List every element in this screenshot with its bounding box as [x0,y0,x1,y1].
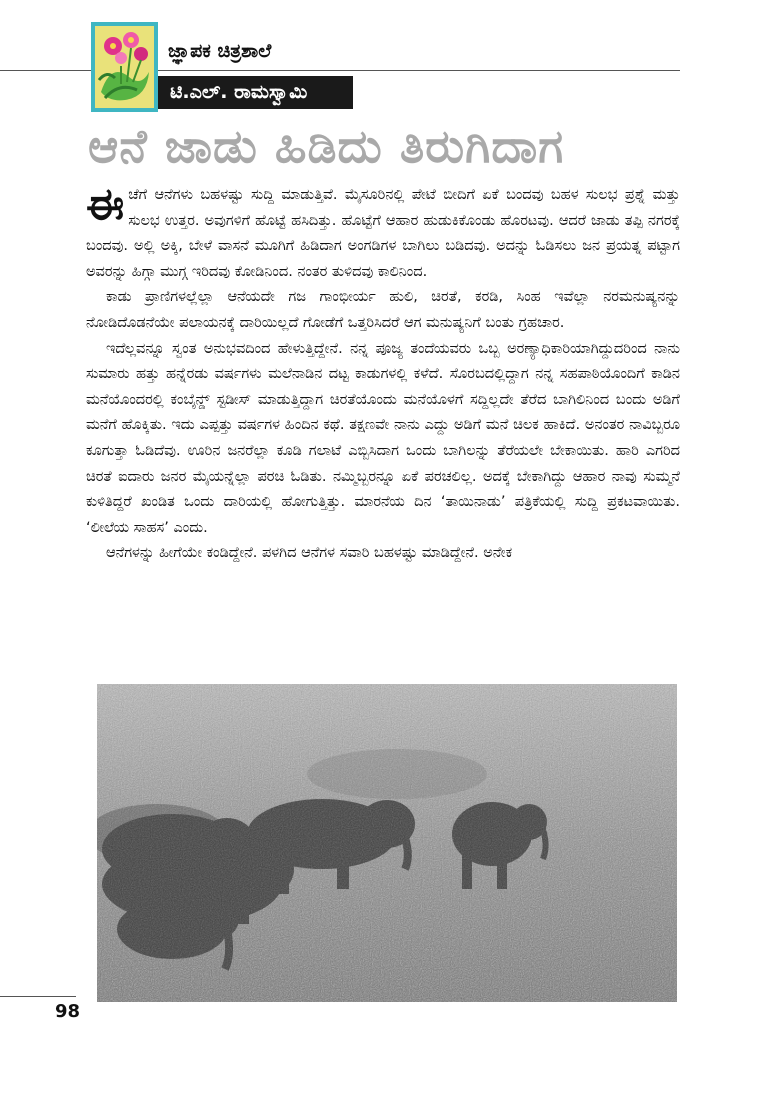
page-number: 98 [55,1001,81,1022]
paragraph-4: ಆನೆಗಳನ್ನು ಹೀಗೆಯೇ ಕಂಡಿದ್ದೇನೆ. ಪಳಗಿದ ಆನೆಗಳ ಸವಾರಿ ಬಹಳಷ್ಟು ಮಾಡಿದ್ದೇನೆ. ಅನೇಕ [106,545,513,562]
article-body [86,179,680,567]
column-title: ಜ್ಞಾಪಕ ಚಿತ್ರಶಾಲೆ [168,40,272,62]
paragraph-1-text: ಚೆಗೆ ಆನೆಗಳು ಬಹಳಷ್ಟು ಸುದ್ದಿ ಮಾಡುತ್ತಿವೆ. ಮೈಸೂರಿನಲ್ಲಿ ಪೇಟೆ ಬೀದಿಗೆ ಏಕೆ ಬಂದವು ಬಹಳ ಸುಲಭ ಪ್ರಶ್ನೆ ಮತ್ತು ಸುಲಭ ಉತ್ತರ. ಅವುಗಳಿಗೆ ಹೊಟ್ಟೆ ಹಸಿದಿತ್ತು. ಹೊಟ್ಟೆಗೆ ಆಹಾರ ಹುಡುಕಿಕೊಂಡು ಹೊರಟವು. ಆದರೆ ಜಾಡು ತಪ್ಪಿ ನಗರಕ್ಕೆ ಬಂದವು. ಅಲ್ಲಿ ಅಕ್ಕಿ, ಬೇಳೆ ವಾಸನೆ ಮೂಗಿಗೆ ಹಿಡಿದಾಗ ಅಂಗಡಿಗಳ ಬಾಗಿಲು ಬಡಿದವು. ಅದನ್ನು ಓಡಿಸಲು ಜನ ಪ್ರಯತ್ನ ಪಟ್ಟಾಗ ಅವರನ್ನು ಹಿಗ್ಗಾ ಮುಗ್ಗ ಇರಿದವು ಕೋಡಿನಿಂದ. ನಂತರ ತುಳಿದವು ಕಾಲಿನಿಂದ. [86,187,680,280]
footer-rule [0,996,76,997]
author-name: ಟಿ.ಎಲ್. ರಾಮಸ್ವಾಮಿ [158,76,353,109]
article-headline: ಆನೆ ಜಾಡು ಹಿಡಿದು ತಿರುಗಿದಾಗ [88,119,565,173]
paragraph-1 [86,179,680,285]
flower-bouquet-icon [91,22,158,112]
elephant-herd-photo [97,684,677,1002]
paragraph-2: ಕಾಡು ಪ್ರಾಣಿಗಳಲ್ಲೆಲ್ಲಾ ಆನೆಯದೇ ಗಜ ಗಾಂಭೀರ್ಯ ಹುಲಿ, ಚಿರತೆ, ಕರಡಿ, ಸಿಂಹ ಇವೆಲ್ಲಾ ನರಮನುಷ್ಯನನ್ನು ನೋಡಿದೊಡನೆಯೇ ಪಲಾಯನಕ್ಕೆ ದಾರಿಯಿಲ್ಲದೆ ಗೋಡೆಗೆ ಒತ್ತರಿಸಿದರೆ ಆಗ ಮನುಷ್ಯನಿಗೆ ಬಂತು ಗ್ರಹಚಾರ. [86,289,680,331]
drop-cap: ಈ [86,179,125,230]
paragraph-3: ಇದೆಲ್ಲವನ್ನೂ ಸ್ವಂತ ಅನುಭವದಿಂದ ಹೇಳುತ್ತಿದ್ದೇನೆ. ನನ್ನ ಪೂಜ್ಯ ತಂದೆಯವರು ಒಬ್ಬ ಅರಣ್ಯಾಧಿಕಾರಿಯಾಗಿದ್ದುದರಿಂದ ನಾನು ಸುಮಾರು ಹತ್ತು ಹನ್ನೆರಡು ವರ್ಷಗಳು ಮಲೆನಾಡಿನ ದಟ್ಟ ಕಾಡುಗಳಲ್ಲಿ ಕಳೆದೆ. ಸೊರಬದಲ್ಲಿದ್ದಾಗ ನನ್ನ ಸಹಪಾಠಿಯೊಂದಿಗೆ ಕಾಡಿನ ಮನೆಯೊಂದರಲ್ಲಿ ಕಂಬೈನ್ಡ್ ಸ್ಟಡೀಸ್ ಮಾಡುತ್ತಿದ್ದಾಗ ಚಿರತೆಯೊಂದು ಮನೆಯೊಳಗೆ ಸದ್ದಿಲ್ಲದೇ ತೆರೆದ ಬಾಗಿಲಿನಿಂದ ಬಂದು ಅಡಿಗೆ ಮನೆಗೆ ಹೊಕ್ಕಿತು. ಇದು ಎಪ್ಪತ್ತು ವರ್ಷಗಳ ಹಿಂದಿನ ಕಥೆ. ತಕ್ಷಣವೇ ನಾನು ಎದ್ದು ಅಡಿಗೆ ಮನೆ ಚಿಲಕ ಹಾಕಿದೆ. ಅನಂತರ ನಾವಿಬ್ಬರೂ ಕೂಗುತ್ತಾ ಓಡಿದೆವು. ಊರಿನ ಜನರೆಲ್ಲಾ ಕೂಡಿ ಗಲಾಟೆ ಎಬ್ಬಿಸಿದಾಗ ಒಂದು ಬಾಗಿಲನ್ನು ತೆರೆಯಲೇ ಬೇಕಾಯಿತು. ಹಾರಿ ಎಗರಿದ ಚಿರತೆ ಐದಾರು ಜನರ ಮೈಯನ್ನೆಲ್ಲಾ ಪರಚಿ ಓಡಿತು. ನಮ್ಮಿಬ್ಬರನ್ನೂ ಏಕೆ ಪರಚಲಿಲ್ಲ. ಅದಕ್ಕೆ ಬೇಕಾಗಿದ್ದು ಆಹಾರ ನಾವು ಸುಮ್ಮನೆ ಕುಳಿತಿದ್ದರೆ ಖಂಡಿತ ಒಂದು ದಾರಿಯಲ್ಲಿ ಹೋಗುತ್ತಿತ್ತು. ಮಾರನೆಯ ದಿನ ‘ತಾಯಿನಾಡು’ ಪತ್ರಿಕೆಯಲ್ಲಿ ಸುದ್ದಿ ಪ್ರಕಟವಾಯಿತು. ‘ಲೀಲೆಯ ಸಾಹಸ’ ಎಂದು. [86,340,680,536]
